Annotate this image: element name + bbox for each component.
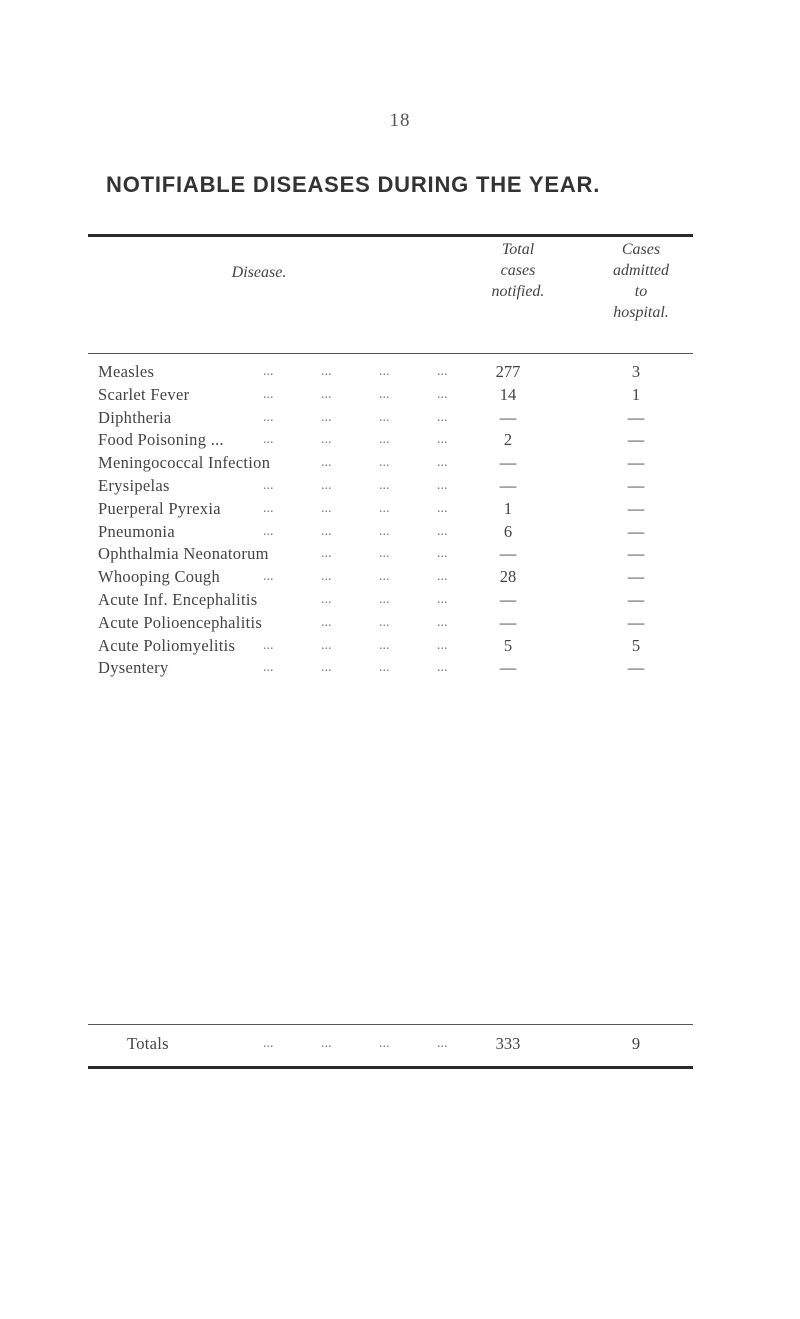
totals-row: Totals ... ... ... ... 333 9: [127, 1033, 698, 1055]
cases-notified: —: [499, 476, 517, 495]
cases-notified: —: [499, 612, 517, 632]
cases-notified: —: [499, 590, 517, 609]
disease-name: Measles: [98, 362, 155, 381]
header-admitted-line-3: to: [634, 283, 648, 300]
disease-name: Whooping Cough: [98, 567, 220, 587]
cases-notified: 6: [503, 521, 513, 541]
table-row: Acute Poliomyelitis ... ... ... ... 5 5: [98, 635, 698, 657]
header-total-line-3: notified.: [491, 283, 545, 300]
header-admitted-line-2: admitted: [613, 262, 669, 279]
totals-hospital: 9: [631, 1034, 641, 1053]
cases-notified: —: [499, 453, 517, 473]
table-row: Acute Inf. Encephalitis ... ... ... — —: [98, 589, 698, 611]
cases-admitted: —: [627, 567, 645, 587]
disease-name: Pneumonia: [98, 521, 175, 541]
disease-name: Diphtheria: [98, 407, 172, 427]
table-bottom-rule: [88, 1066, 693, 1069]
cases-admitted: —: [627, 476, 645, 495]
table-row: Diphtheria ... ... ... ... — —: [98, 407, 698, 429]
header-admitted-line-4: hospital.: [613, 304, 669, 321]
disease-name: Dysentery: [98, 658, 169, 678]
disease-name: Acute Polioencephalitis: [98, 612, 263, 632]
table-row: Acute Polioencephalitis ... ... ... — —: [98, 612, 698, 634]
cases-notified: 1: [503, 498, 513, 518]
cases-notified: —: [499, 407, 517, 427]
header-admitted-to-hospital: [586, 239, 696, 323]
cases-admitted: —: [627, 430, 645, 450]
table-row: Ophthalmia Neonatorum ... ... ... — —: [98, 543, 698, 565]
header-total-line-1: Total: [501, 241, 535, 258]
cases-admitted: 1: [631, 384, 641, 404]
cases-notified: 277: [495, 362, 521, 381]
cases-notified: —: [499, 544, 517, 564]
disease-name: Acute Poliomyelitis: [98, 635, 236, 655]
table-row: Dysentery ... ... ... ... — —: [98, 657, 698, 679]
cases-admitted: 3: [631, 362, 641, 381]
cases-admitted: —: [627, 544, 645, 564]
table-row: Whooping Cough ... ... ... ... 28 —: [98, 566, 698, 588]
cases-notified: 28: [499, 567, 517, 587]
page-number: 18: [389, 110, 411, 131]
totals-notified: 333: [495, 1034, 521, 1053]
cases-notified: 5: [503, 635, 513, 655]
disease-name: Food Poisoning ...: [98, 430, 224, 450]
cases-admitted: —: [627, 612, 645, 632]
table-row: Erysipelas ... ... ... ... — —: [98, 475, 698, 497]
totals-label: Totals: [127, 1034, 169, 1053]
header-total-notified: [458, 239, 578, 302]
cases-admitted: —: [627, 453, 645, 473]
header-admitted-line-1: Cases: [621, 241, 661, 258]
table-row: Scarlet Fever ... ... ... ... 14 1: [98, 384, 698, 406]
disease-name: Meningococcal Infection: [98, 453, 271, 473]
table-row: Meningococcal Infection ... ... ... — —: [98, 452, 698, 474]
cases-notified: 2: [503, 430, 513, 450]
header-disease: Disease.: [231, 264, 287, 281]
cases-admitted: 5: [631, 635, 641, 655]
disease-name: Puerperal Pyrexia: [98, 498, 221, 518]
disease-name: Acute Inf. Encephalitis: [98, 590, 258, 609]
cases-notified: 14: [499, 384, 517, 404]
table-row: Measles ... ... ... ... 277 3: [98, 361, 698, 383]
cases-admitted: —: [627, 407, 645, 427]
table-top-rule: [88, 234, 693, 237]
table-row: Puerperal Pyrexia ... ... ... ... 1 —: [98, 498, 698, 520]
table-row: Food Poisoning ... ... ... ... ... 2 —: [98, 429, 698, 451]
page-title: NOTIFIABLE DISEASES DURING THE YEAR.: [106, 172, 601, 197]
disease-name: Erysipelas: [98, 476, 170, 495]
cases-admitted: —: [627, 658, 645, 678]
table-row: Pneumonia ... ... ... ... 6 —: [98, 521, 698, 543]
cases-admitted: —: [627, 498, 645, 518]
totals-top-rule: [88, 1024, 693, 1025]
header-total-line-2: cases: [500, 262, 536, 279]
cases-admitted: —: [627, 521, 645, 541]
cases-notified: —: [499, 658, 517, 678]
header-bottom-rule: [88, 353, 693, 354]
disease-name: Scarlet Fever: [98, 384, 190, 404]
cases-admitted: —: [627, 590, 645, 609]
disease-name: Ophthalmia Neonatorum: [98, 544, 269, 564]
